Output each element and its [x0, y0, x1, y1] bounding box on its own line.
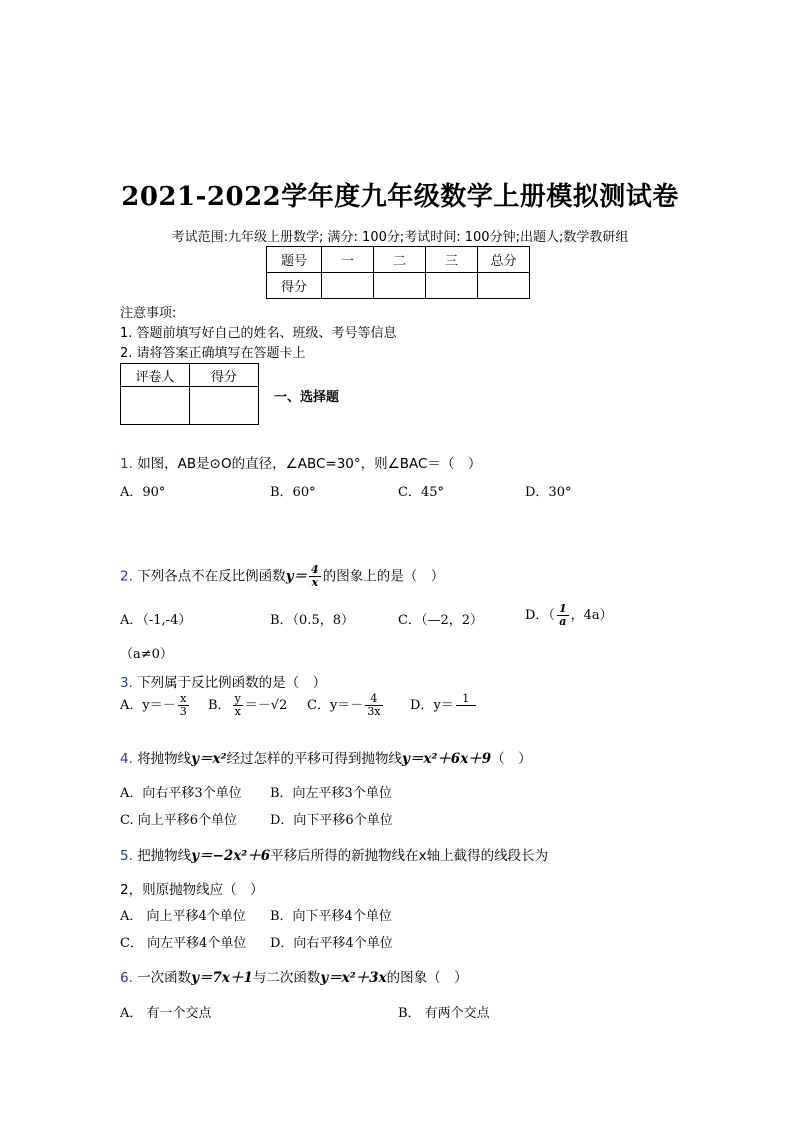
question-number: 6.: [120, 970, 133, 986]
option[interactable]: A． 有一个交点: [120, 1006, 212, 1021]
score-table-cell: 总分: [478, 247, 530, 273]
score-cell-blank[interactable]: [478, 273, 530, 299]
question-text: 如图，AB是⊙O的直径，∠ABC=30°，则∠BAC＝（ ）: [137, 456, 482, 472]
option[interactable]: C． 向左平移4个单位: [120, 936, 247, 951]
question-number: 5.: [120, 848, 133, 864]
question-number: 1.: [120, 456, 133, 472]
option[interactable]: D．30°: [525, 485, 572, 500]
option[interactable]: B．向左平移3个单位: [270, 786, 392, 801]
math-expression: y＝x²＋3x: [320, 970, 387, 986]
option-c[interactable]: C．y＝－ $\frac{4}{3x}$: [307, 692, 381, 718]
option[interactable]: D．向右平移4个单位: [270, 936, 393, 951]
question-text: 把抛物线: [137, 848, 192, 864]
question-text: 与二次函数: [252, 970, 321, 986]
math-expression: y＝7x＋1: [191, 970, 253, 986]
page-title: 2021-2022学年度九年级数学上册模拟测试卷: [121, 182, 679, 212]
option[interactable]: B．向下平移4个单位: [270, 909, 392, 924]
question-number: 2.: [120, 568, 133, 585]
fraction: $\frac{x}{3}$: [179, 692, 187, 718]
option-b[interactable]: B． $\frac{y}{x}$ ＝－√2: [208, 692, 288, 718]
exam-info: 考试范围:九年级上册数学; 满分: 100分;考试时间: 100分钟;出题人;数学教研组: [171, 230, 629, 245]
score-cell-blank[interactable]: [374, 273, 426, 299]
fraction: $\frac{y}{x}$: [234, 692, 241, 718]
option[interactable]: B． 有两个交点: [398, 1006, 490, 1021]
score-table: [266, 246, 530, 299]
math-expression: y＝: [285, 568, 308, 585]
question-4: [120, 747, 532, 767]
option-d[interactable]: D．（ $\frac{1}{a}$ ，4a）: [525, 602, 613, 628]
grader-table-header: 评卷人: [121, 364, 190, 387]
question-5: [120, 844, 548, 864]
grader-table: [120, 363, 259, 425]
question-text: （ ）: [491, 751, 532, 767]
question-text: 经过怎样的平移可得到抛物线: [226, 751, 402, 767]
question-text: 下列各点不在反比例函数: [137, 568, 286, 585]
math-expression: y＝−2x²＋6: [191, 848, 271, 864]
question-text: 的图象上的是（ ）: [322, 568, 445, 585]
question-text: 的图象（ ）: [386, 970, 468, 986]
score-cell-blank[interactable]: [322, 273, 374, 299]
score-table-cell: 题号: [267, 247, 322, 273]
question-2: [120, 564, 444, 589]
score-table-cell: 三: [426, 247, 478, 273]
question-number: 3.: [120, 675, 133, 691]
fraction: $\frac{1}{a}$: [558, 602, 567, 628]
fraction: 1: [456, 693, 476, 718]
fraction: $\frac{4}{3x}$: [367, 692, 381, 718]
question-number: 4.: [120, 751, 133, 767]
score-table-cell: 二: [374, 247, 426, 273]
grader-cell-blank[interactable]: [190, 387, 259, 425]
option[interactable]: D．向下平移6个单位: [270, 813, 393, 828]
question-3: [120, 671, 326, 691]
question-text: 一次函数: [137, 970, 192, 986]
score-table-cell: 一: [322, 247, 374, 273]
option[interactable]: B．60°: [270, 485, 316, 500]
option[interactable]: C. 向上平移6个单位: [120, 813, 238, 828]
option[interactable]: B．（0.5，8）: [270, 613, 354, 628]
grader-table-header: 得分: [190, 364, 259, 387]
score-cell-blank[interactable]: [426, 273, 478, 299]
score-table-cell: 得分: [267, 273, 322, 299]
question-continuation: 2，则原抛物线应（ ）: [120, 882, 264, 898]
option[interactable]: C．（—2，2）: [398, 613, 483, 628]
question-text: 将抛物线: [137, 751, 192, 767]
option[interactable]: A．（-1,-4）: [120, 613, 192, 628]
note-item: 2. 请将答案正确填写在答题卡上: [120, 346, 306, 361]
question-6: [120, 966, 468, 986]
note-item: 1. 答题前填写好自己的姓名、班级、考号等信息: [120, 326, 397, 341]
option-a[interactable]: A．y＝－ $\frac{x}{3}$: [120, 692, 187, 718]
question-text: 平移后所得的新抛物线在x轴上截得的线段长为: [270, 848, 549, 864]
fraction: $\frac{4}{x}$: [311, 563, 319, 589]
option-continuation: （a≠0）: [120, 647, 173, 662]
math-expression: y＝x²＋6x＋9: [402, 751, 492, 767]
option[interactable]: A．90°: [120, 485, 166, 500]
grader-cell-blank[interactable]: [121, 387, 190, 425]
option-d[interactable]: D．y＝ 1: [410, 693, 478, 718]
notes-heading: 注意事项:: [120, 306, 177, 321]
math-expression: y＝x²: [191, 751, 227, 767]
option[interactable]: A．向右平移3个单位: [120, 786, 242, 801]
section-title: 一、选择题: [274, 390, 340, 405]
question-text: 下列属于反比例函数的是（ ）: [137, 675, 327, 691]
option[interactable]: A． 向上平移4个单位: [120, 909, 246, 924]
option[interactable]: C．45°: [398, 485, 444, 500]
question-1: [120, 452, 481, 472]
